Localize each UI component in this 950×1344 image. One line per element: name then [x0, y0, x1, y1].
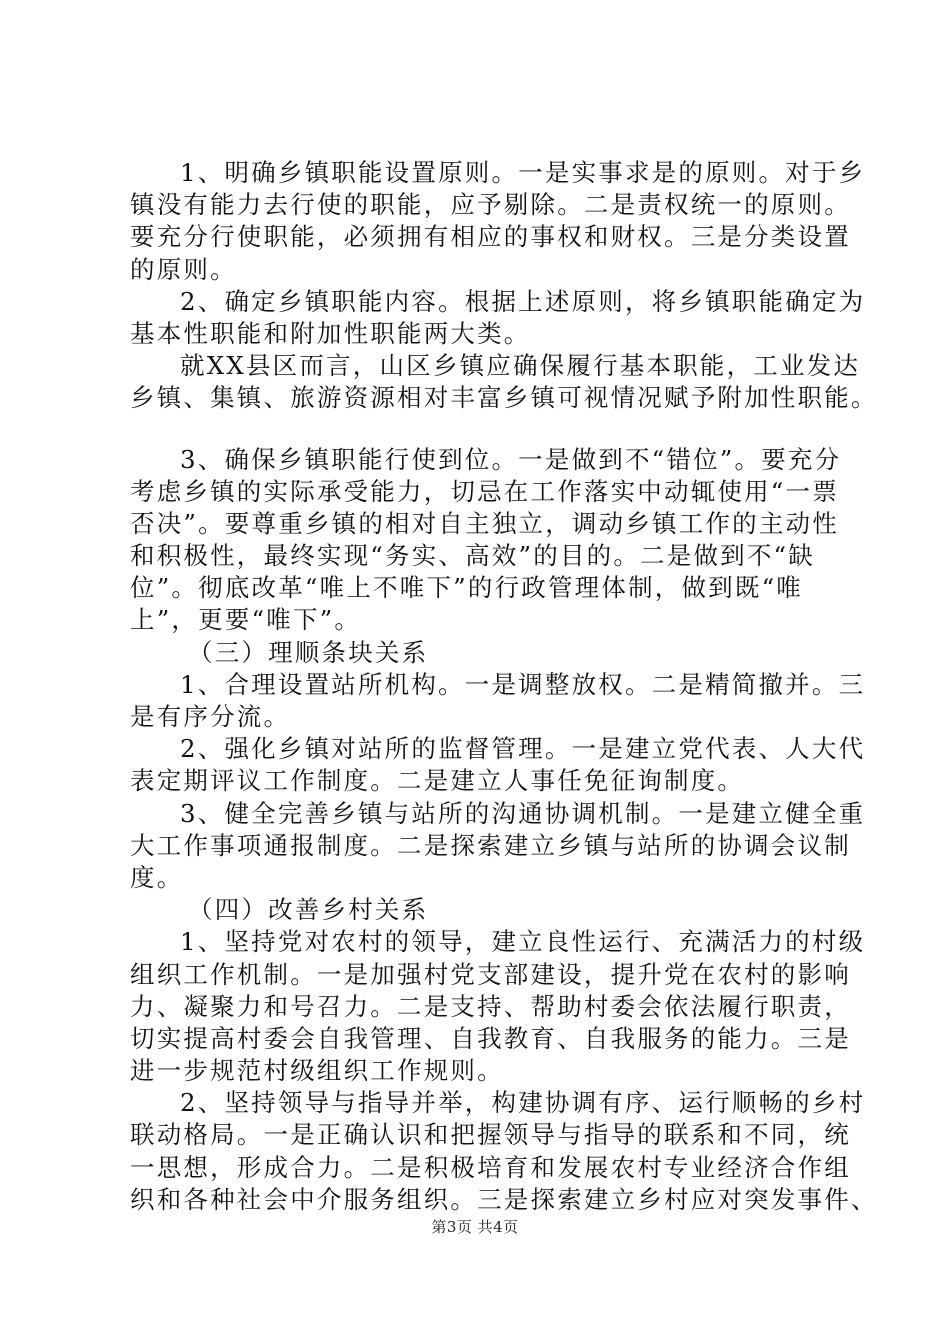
paragraph-line: 和积极性，最终实现“务实、高效”的目的。二是做到不“缺: [130, 541, 815, 571]
paragraph-line: 织和各种社会中介服务组织。三是探索建立乡村应对突发事件、: [130, 1184, 878, 1214]
document-body: [130, 157, 878, 1216]
paragraph-line: 的原则。: [130, 254, 237, 284]
paragraph-line: 切实提高村委会自我管理、自我教育、自我服务的能力。三是: [130, 1023, 851, 1053]
paragraph-line: 镇没有能力去行使的职能，应予剔除。二是责权统一的原则。: [130, 190, 851, 220]
paragraph-line: 进一步规范村级组织工作规则。: [130, 1056, 504, 1086]
paragraph-line: 2、坚持领导与指导并举，构建协调有序、运行顺畅的乡村: [180, 1088, 866, 1118]
paragraph-line: 就XX县区而言，山区乡镇应确保履行基本职能，工业发达: [180, 351, 861, 381]
section-heading: （四）改善乡村关系: [188, 895, 429, 925]
paragraph-line: 位”。彻底改革“唯上不唯下”的行政管理体制，做到既“唯: [130, 573, 803, 603]
section-heading: （三）理顺条块关系: [188, 637, 429, 667]
paragraph-line: 1、合理设置站所机构。一是调整放权。二是精简撤并。三: [180, 669, 866, 699]
paragraph-line: 大工作事项通报制度。二是探索建立乡镇与站所的协调会议制: [130, 830, 851, 860]
paragraph-line: 否决”。要尊重乡镇的相对自主独立，调动乡镇工作的主动性: [130, 508, 839, 538]
paragraph-line: 2、确定乡镇职能内容。根据上述原则，将乡镇职能确定为: [180, 286, 866, 316]
paragraph-line: 上”，更要“唯下”。: [130, 605, 362, 635]
paragraph-line: 联动格局。一是正确认识和把握领导与指导的联系和不同，统: [130, 1120, 851, 1150]
paragraph-line: 3、确保乡镇职能行使到位。一是做到不“错位”。要充分: [180, 444, 842, 474]
paragraph-line: 要充分行使职能，必须拥有相应的事权和财权。三是分类设置: [130, 222, 851, 252]
paragraph-line: 是有序分流。: [130, 702, 291, 731]
paragraph-line: 基本性职能和附加性职能两大类。: [130, 318, 531, 348]
paragraph-line: 3、健全完善乡镇与站所的沟通协调机制。一是建立健全重: [180, 798, 866, 828]
paragraph-line: 考虑乡镇的实际承受能力，切忌在工作落实中动辄使用“一票: [130, 476, 839, 506]
page-number-footer: 第3页 共4页: [431, 1218, 519, 1236]
paragraph-line: 乡镇、集镇、旅游资源相对丰富乡镇可视情况赋予附加性职能。: [130, 383, 878, 413]
paragraph-line: 1、明确乡镇职能设置原则。一是实事求是的原则。对于乡: [180, 158, 866, 187]
paragraph-line: 组织工作机制。一是加强村党支部建设，提升党在农村的影响: [130, 959, 851, 989]
paragraph-line: 一思想，形成合力。二是积极培育和发展农村专业经济合作组: [130, 1152, 851, 1182]
paragraph-line: 1、坚持党对农村的领导，建立良性运行、充满活力的村级: [180, 927, 866, 957]
paragraph-line: 表定期评议工作制度。二是建立人事任免征询制度。: [130, 766, 745, 796]
paragraph-line: 度。: [130, 862, 184, 892]
paragraph-line: 力、凝聚力和号召力。二是支持、帮助村委会依法履行职责，: [130, 991, 851, 1021]
paragraph-line: 2、强化乡镇对站所的监督管理。一是建立党代表、人大代: [180, 734, 866, 764]
